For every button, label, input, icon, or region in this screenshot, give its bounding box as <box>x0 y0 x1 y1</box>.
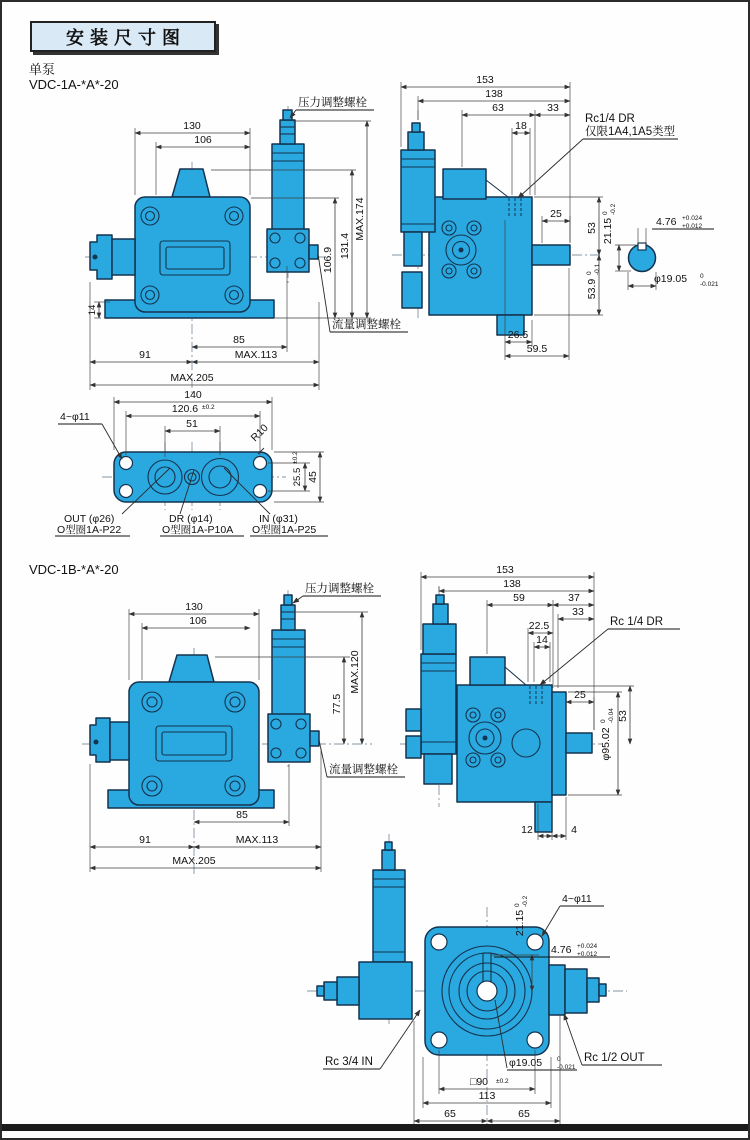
dim-b-91: 91 <box>139 834 151 846</box>
dim-b-85: 85 <box>236 809 248 821</box>
svg-text:0: 0 <box>586 271 593 275</box>
dim-as-25: 25 <box>550 208 562 220</box>
dim-as-138: 138 <box>485 88 503 100</box>
dim-br-dia-tol-bot: -0.021 <box>557 1064 576 1071</box>
dim-shaft-dia: φ19.05 <box>654 273 688 285</box>
dim-as-63: 63 <box>492 102 504 114</box>
out-oring-label: O型圈1A-P22 <box>57 524 122 536</box>
dim-a-106: 106 <box>194 134 212 146</box>
dim-b-max113: MAX.113 <box>235 834 279 846</box>
dim-a-max113: MAX.113 <box>234 349 278 361</box>
dim-bs-59: 59 <box>513 592 525 604</box>
dim-shaft-dia-tol-top: 0 <box>700 273 704 280</box>
callouts-b-side <box>540 616 680 685</box>
rc14-dr-label: Rc1/4 DR <box>585 113 635 125</box>
dim-bs-25: 25 <box>574 689 586 701</box>
dim-ab-45: 45 <box>307 471 319 483</box>
model-b-label: VDC-1B-*A*-20 <box>29 562 119 577</box>
rc14-dr-b-label: Rc 1/4 DR <box>610 616 664 628</box>
dim-bs-33: 33 <box>572 606 584 618</box>
pump-body-a-side <box>392 110 602 335</box>
dim-as-53: 53 <box>586 222 598 234</box>
svg-text:0: 0 <box>600 719 607 723</box>
view-b-rear <box>307 834 662 1127</box>
dim-a-max205: MAX.205 <box>170 372 214 384</box>
dim-br-65-right: 65 <box>518 1108 530 1120</box>
rc12-out-label: Rc 1/2 OUT <box>584 1052 645 1064</box>
svg-text:-0.04: -0.04 <box>608 708 615 723</box>
dim-ab-25-5 <box>292 451 303 486</box>
pump-type-label: 单泵 <box>29 62 56 77</box>
page-footer-rule <box>2 1124 748 1131</box>
dim-a-max174: MAX.174 <box>354 197 366 241</box>
shaft-detail-a <box>602 203 719 290</box>
pressure-bolt-label-b: 压力调整螺栓 <box>305 583 374 595</box>
dim-b-max120: MAX.120 <box>349 650 361 694</box>
dim-as-33: 33 <box>547 102 559 114</box>
svg-text:±0.2: ±0.2 <box>292 451 299 464</box>
dim-br-key: 4.76 <box>551 944 572 956</box>
dim-b-77-5: 77.5 <box>331 693 343 715</box>
bolt-holes-label-b: 4~φ11 <box>562 893 592 905</box>
dim-br-key-tol-top: +0.024 <box>577 943 598 950</box>
out-port-label: OUT (φ26) <box>64 513 115 525</box>
in-port-label: IN (φ31) <box>259 513 298 525</box>
svg-text:21.15: 21.15 <box>514 909 526 937</box>
in-oring-label: O型圈1A-P25 <box>252 524 317 536</box>
svg-text:-0.1: -0.1 <box>594 263 601 275</box>
dim-br-sq90: □90 <box>469 1076 489 1088</box>
svg-text:φ95.02: φ95.02 <box>600 727 612 761</box>
dim-shaft-21-15 <box>602 203 617 244</box>
rc34-in-label: Rc 3/4 IN <box>325 1056 373 1068</box>
callouts-a-front <box>290 95 408 332</box>
flow-bolt-label-b: 流量调整螺栓 <box>329 764 398 776</box>
dim-bs-53: 53 <box>617 710 629 722</box>
dim-a-130: 130 <box>183 120 201 132</box>
dim-a-85: 85 <box>233 334 245 346</box>
dim-shaft-key-tol-top: +0.024 <box>682 215 703 222</box>
bolt-holes-label-a: 4~φ11 <box>60 411 90 423</box>
dim-bs-12: 12 <box>521 824 533 836</box>
svg-text:53.9: 53.9 <box>586 278 598 300</box>
svg-text:0: 0 <box>514 903 521 907</box>
dr-port-label: DR (φ14) <box>169 513 213 525</box>
svg-text:0: 0 <box>602 211 609 215</box>
pressure-bolt-label-a: 压力调整螺栓 <box>298 97 367 109</box>
dim-bs-4: 4 <box>571 824 577 836</box>
dim-br-113: 113 <box>478 1090 496 1102</box>
flow-bolt-label-a: 流量调整螺栓 <box>332 319 401 331</box>
dim-b-130: 130 <box>185 601 203 613</box>
installation-drawing <box>2 2 750 1140</box>
dim-br-dia-tol-top: 0 <box>557 1056 561 1063</box>
page-title-text: 安装尺寸图 <box>66 27 186 48</box>
dim-as-26-5: 26.5 <box>507 329 529 341</box>
dim-ab-120-6: 120.6 <box>171 403 199 415</box>
dim-bs-138: 138 <box>503 578 521 590</box>
svg-text:-0.2: -0.2 <box>610 203 617 215</box>
dim-ab-51: 51 <box>186 418 198 430</box>
dim-br-65-left: 65 <box>444 1108 456 1120</box>
rc14-note-label: 仅限1A4,1A5类型 <box>585 126 676 138</box>
svg-text:25.5: 25.5 <box>292 467 303 487</box>
dim-a-91: 91 <box>139 349 151 361</box>
dim-b-max205: MAX.205 <box>172 855 216 867</box>
dim-a-14: 14 <box>87 304 98 316</box>
dim-a-131-4: 131.4 <box>339 232 351 260</box>
dim-as-153: 153 <box>476 74 494 86</box>
dim-b-106: 106 <box>189 615 207 627</box>
view-b-side <box>400 564 680 840</box>
dim-bs-153: 153 <box>496 564 514 576</box>
dim-bs-37: 37 <box>568 592 580 604</box>
view-a-side <box>392 74 719 360</box>
dim-as-59-5: 59.5 <box>526 343 548 355</box>
svg-text:-0.2: -0.2 <box>522 895 529 907</box>
dim-ab-120-6-tol: ±0.2 <box>202 404 215 411</box>
view-b-front <box>82 581 405 874</box>
view-a-front <box>85 95 408 394</box>
dim-br-key-tol-bot: +0.012 <box>577 951 598 958</box>
dim-bs-14: 14 <box>536 634 548 646</box>
dim-ab-140: 140 <box>184 389 202 401</box>
dim-bs-dia95 <box>600 708 615 761</box>
dim-shaft-dia-tol-bot: -0.021 <box>700 281 719 288</box>
view-a-bottom <box>55 389 328 536</box>
dim-a-106-9: 106.9 <box>322 246 334 274</box>
dim-br-sq90-tol: ±0.2 <box>496 1078 509 1085</box>
dr-oring-label: O型圈1A-P10A <box>162 524 234 536</box>
dim-shaft-key: 4.76 <box>656 216 677 228</box>
model-a-label: VDC-1A-*A*-20 <box>29 77 119 92</box>
pump-body-b-rear <box>307 834 627 1127</box>
callouts-a-side <box>518 113 678 198</box>
dim-ab-r10: R10 <box>248 422 271 445</box>
dim-bs-22-5: 22.5 <box>528 620 550 632</box>
pump-body-b-front <box>82 590 372 874</box>
svg-text:21.15: 21.15 <box>602 217 614 245</box>
pump-body-a-front <box>85 106 326 394</box>
dim-as-18: 18 <box>515 120 527 132</box>
dim-br-dia: φ19.05 <box>509 1057 543 1069</box>
dim-shaft-key-tol-bot: +0.012 <box>682 223 703 230</box>
